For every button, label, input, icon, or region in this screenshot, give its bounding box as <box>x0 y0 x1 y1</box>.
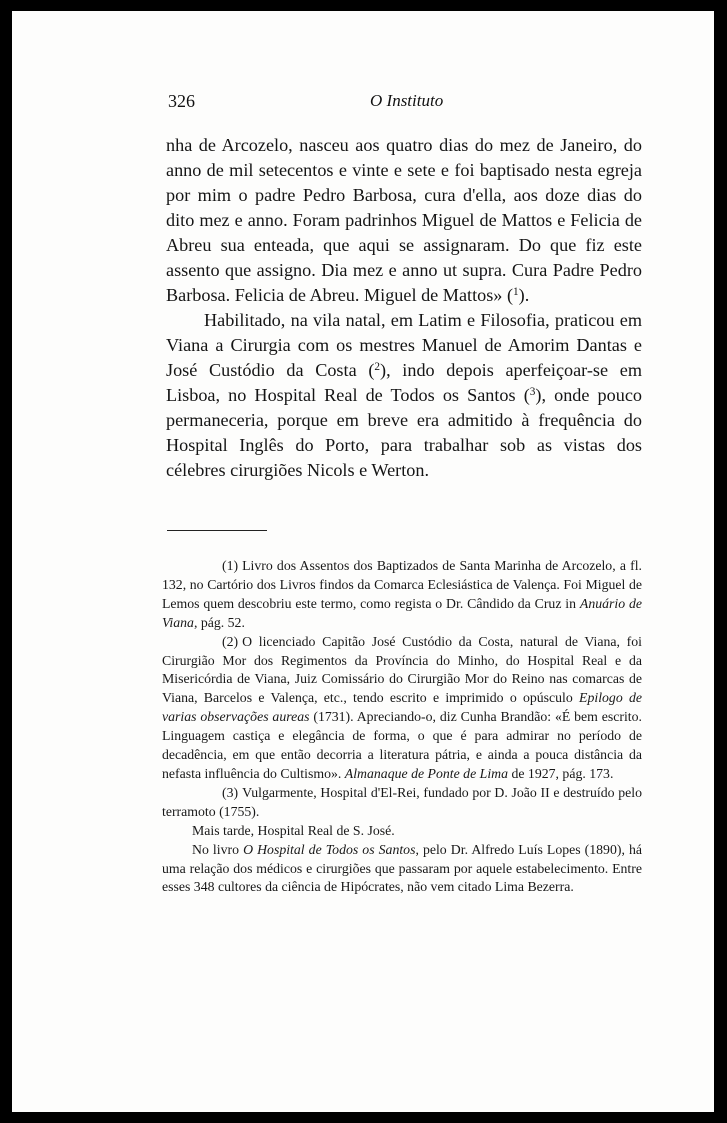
footnotes <box>162 557 642 897</box>
paragraph-baptism-record: nha de Arcozelo, nasceu aos quatro dias do mez de Janeiro, do anno de mil setecentos e vinte e sete e foi baptisado nesta egreja por mim o padre Pedro Barbosa, cura d'ella, aos doze dias do dito mez e anno. Foram padrinhos Miguel de Mattos e Felicia de Abreu sua enteada, que aqui se assignaram. Do que fiz este assento que assigno. Dia mez e anno ut supra. Cura Padre Pedro Barbosa. Felicia de Abreu. Miguel de Mattos» ($^1$). <box>166 135 642 305</box>
running-title: O Instituto <box>370 91 444 110</box>
page-header <box>12 91 714 115</box>
footnote-3-continuation-2: No livro O Hospital de Todos os Santos, pelo Dr. Alfredo Luís Lopes (1890), há uma relação dos médicos e cirurgiões que passaram por aquele estabelecimento. Entre esses 348 cultores da ciência de Hipócrates, não vem citado Lima Bezerra. <box>162 841 642 895</box>
footnote-3-continuation: Mais tarde, Hospital Real de S. José. <box>192 822 395 838</box>
footnote-ref-2: 2 <box>374 360 381 373</box>
paragraph-training: Habilitado, na vila natal, em Latim e Filosofia, praticou em Viana a Cirurgia com os mestres Manuel de Amorim Dantas e José Custódio da Costa ($^2$), indo depois aperfeiçoar-se em Lisboa, no Hospital Real de Todos os Santos ($^3$), onde pouco permaneceria, porque em breve era admitido à frequência do Hospital Inglês do Porto, para trabalhar sob as vistas dos célebres cirurgiões Nicols e Werton. <box>166 310 643 480</box>
footnote-3: (3) Vulgarmente, Hospital d'El-Rei, fundado por D. João II e destruído pelo terramoto (1755). <box>162 784 642 819</box>
footnote-marker: (1) <box>222 558 239 573</box>
page-number: 326 <box>168 91 195 111</box>
footnote-marker: (2) <box>222 633 239 649</box>
main-text <box>166 133 642 483</box>
footnote-2: (2) O licenciado Capitão José Custódio da Costa, natural de Viana, foi Cirurgião Mor dos Regimentos da Província do Minho, do Hospital Real e da Misericórdia de Viana, Juiz Comissário do Cirurgião Mor do Reino nas comarcas de Viana, Barcelos e Valença, etc., tendo escrito e imprimido o opúsculo Epilogo de varias observações aureas (1731). Apreciando-o, diz Cunha Brandão: «É bem escrito. Linguagem castiça e elegância de forma, o que é para admirar no período de decadência, em que então decorria a literatura pátria, e ainda a pouca distância da nefasta influência do Cultismo». Almanaque de Ponte de Lima de 1927, pág. 173. <box>162 633 642 781</box>
footnote-marker: (3) <box>222 784 239 800</box>
footnote-1: (1) Livro dos Assentos dos Baptizados de Santa Marinha de Arcozelo, a fl. 132, no Cartório dos Livros findos da Comarca Eclesiástica de Valença. Foi Miguel de Lemos quem descobriu este termo, como regista o Dr. Cândido da Cruz in Anuário de Viana, pág. 52. <box>162 558 642 630</box>
book-page <box>12 11 714 1112</box>
footnote-ref-3: 3 <box>529 385 536 398</box>
footnote-separator <box>167 530 267 531</box>
footnote-ref-1: 1 <box>513 285 519 298</box>
